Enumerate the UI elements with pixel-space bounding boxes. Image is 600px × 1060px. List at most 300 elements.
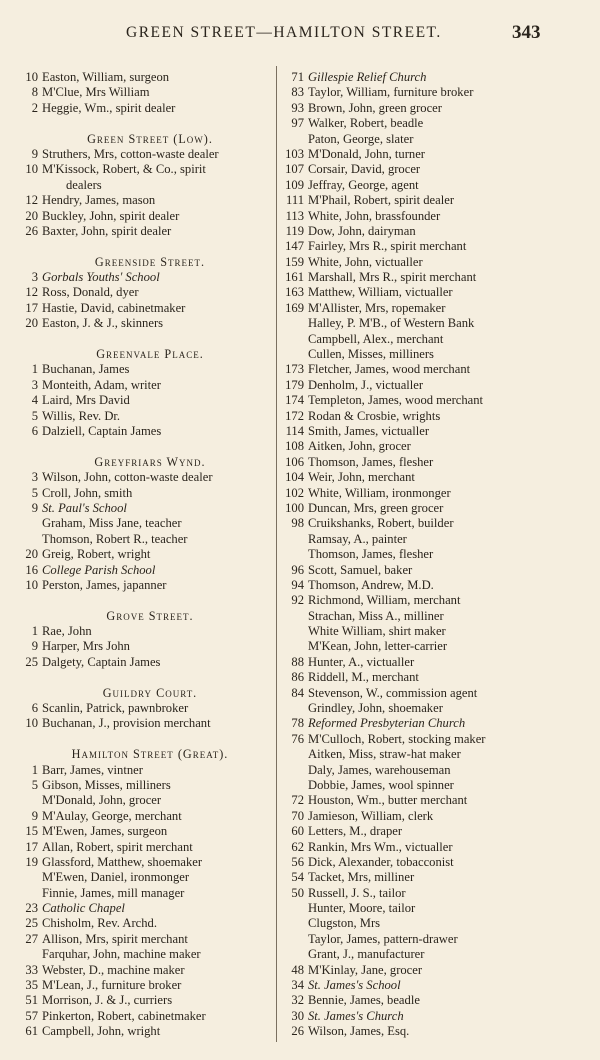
entry-text: Cullen, Misses, milliners xyxy=(308,347,434,362)
entry-text: Heggie, Wm., spirit dealer xyxy=(42,100,176,115)
house-number: 6 xyxy=(31,701,38,716)
house-number: 60 xyxy=(291,824,304,839)
directory-entry xyxy=(278,639,540,654)
house-number: 5 xyxy=(31,777,38,792)
directory-entry xyxy=(278,686,540,701)
house-number xyxy=(14,178,38,193)
house-number: 94 xyxy=(291,577,304,592)
entry-text: Struthers, Mrs, cotton-waste dealer xyxy=(42,146,219,161)
entry-text: Thomson, James, flesher xyxy=(308,547,434,562)
house-number: 169 xyxy=(285,300,304,315)
house-number: 4 xyxy=(31,393,38,408)
directory-entry xyxy=(278,547,540,562)
entry-text: Russell, J. S., tailor xyxy=(308,885,406,900)
entry-text: White, William, ironmonger xyxy=(308,485,451,500)
directory-entry xyxy=(278,378,540,393)
directory-entry xyxy=(14,470,276,485)
entry-text: Willis, Rev. Dr. xyxy=(42,408,121,423)
entry-text: Gorbals Youths' School xyxy=(42,270,160,285)
directory-entry xyxy=(278,655,540,670)
entry-text: Brown, John, green grocer xyxy=(308,100,442,115)
house-number: 54 xyxy=(291,870,304,885)
entry-text: Duncan, Mrs, green grocer xyxy=(308,500,444,515)
directory-entry xyxy=(278,947,540,962)
entry-text: Thomson, Andrew, M.D. xyxy=(308,577,434,592)
directory-entry xyxy=(14,840,276,855)
directory-entry xyxy=(278,393,540,408)
house-number: 102 xyxy=(285,485,304,500)
entry-text: Pinkerton, Robert, cabinetmaker xyxy=(42,1008,206,1023)
house-number xyxy=(14,516,38,531)
directory-entry xyxy=(14,855,276,870)
directory-entry xyxy=(278,224,540,239)
directory-entry xyxy=(278,886,540,901)
directory-entry xyxy=(278,916,540,931)
entry-text: Daly, James, warehouseman xyxy=(308,762,451,777)
house-number xyxy=(278,547,304,562)
directory-entry xyxy=(278,255,540,270)
entry-text: Finnie, James, mill manager xyxy=(42,885,185,900)
entry-text: Scanlin, Patrick, pawnbroker xyxy=(42,701,189,716)
house-number: 23 xyxy=(25,901,38,916)
house-number: 9 xyxy=(31,500,38,515)
house-number xyxy=(14,532,38,547)
entry-text: Croll, John, smith xyxy=(42,485,133,500)
house-number: 3 xyxy=(31,270,38,285)
entry-text: dealers xyxy=(66,177,102,192)
entry-text: Aitken, John, grocer xyxy=(308,439,411,454)
directory-entry xyxy=(278,116,540,131)
entry-text: M'Kissock, Robert, & Co., spirit xyxy=(42,162,206,177)
directory-entry xyxy=(14,285,276,300)
directory-entry xyxy=(278,332,540,347)
directory-entry xyxy=(278,501,540,516)
entry-text: M'Phail, Robert, spirit dealer xyxy=(308,193,455,208)
entry-text: Jamieson, William, clerk xyxy=(308,808,434,823)
directory-entry xyxy=(14,824,276,839)
entry-text: Fletcher, James, wood merchant xyxy=(308,362,471,377)
house-number: 51 xyxy=(25,993,38,1008)
entry-text: White, John, brassfounder xyxy=(308,208,441,223)
directory-entry xyxy=(278,239,540,254)
entry-text: Cruikshanks, Robert, builder xyxy=(308,516,454,531)
house-number: 19 xyxy=(25,854,38,869)
entry-text: Hastie, David, cabinetmaker xyxy=(42,300,186,315)
directory-entry xyxy=(14,301,276,316)
entry-text: Hunter, A., victualler xyxy=(308,654,415,669)
entry-text: Taylor, William, furniture broker xyxy=(308,85,474,100)
directory-entry xyxy=(14,516,276,531)
house-number: 27 xyxy=(25,931,38,946)
directory-entry xyxy=(278,609,540,624)
column-divider xyxy=(276,66,277,1042)
house-number: 163 xyxy=(285,285,304,300)
directory-entry xyxy=(278,362,540,377)
entry-text: Marshall, Mrs R., spirit merchant xyxy=(308,270,477,285)
entry-text: Campbell, Alex., merchant xyxy=(308,331,444,346)
street-heading: Greyfriars Wynd. xyxy=(94,454,206,469)
directory-entry xyxy=(14,193,276,208)
directory-entry xyxy=(14,147,276,162)
house-number: 1 xyxy=(31,362,38,377)
entry-text: St. James's Church xyxy=(308,1008,404,1023)
directory-entry xyxy=(278,901,540,916)
entry-text: M'Allister, Mrs, ropemaker xyxy=(308,300,446,315)
directory-entry xyxy=(14,362,276,377)
house-number: 98 xyxy=(291,516,304,531)
house-number xyxy=(278,916,304,931)
house-number xyxy=(278,747,304,762)
entry-text: M'Donald, John, grocer xyxy=(42,793,162,808)
entry-text: Farquhar, John, machine maker xyxy=(42,947,201,962)
directory-entry xyxy=(14,578,276,593)
directory-entry xyxy=(14,1024,276,1039)
house-number: 172 xyxy=(285,408,304,423)
entry-text: Thomson, James, flesher xyxy=(308,454,434,469)
house-number: 9 xyxy=(31,808,38,823)
entry-text: M'Kinlay, Jane, grocer xyxy=(308,962,423,977)
house-number xyxy=(278,778,304,793)
house-number: 96 xyxy=(291,562,304,577)
directory-entry xyxy=(278,855,540,870)
house-number: 9 xyxy=(31,639,38,654)
entry-text: Jeffray, George, agent xyxy=(308,177,419,192)
house-number: 56 xyxy=(291,854,304,869)
house-number xyxy=(278,701,304,716)
house-number: 25 xyxy=(25,916,38,931)
directory-entry xyxy=(278,578,540,593)
house-number: 30 xyxy=(291,1008,304,1023)
directory-entry xyxy=(278,870,540,885)
directory-entry xyxy=(14,916,276,931)
street-heading: Green Street (Low). xyxy=(87,131,213,146)
house-number xyxy=(278,947,304,962)
house-number: 17 xyxy=(25,300,38,315)
entry-text: Houston, Wm., butter merchant xyxy=(308,793,468,808)
entry-text: Glassford, Matthew, shoemaker xyxy=(42,854,203,869)
entry-text: Dobbie, James, wool spinner xyxy=(308,777,454,792)
entry-text: Buchanan, J., provision merchant xyxy=(42,716,211,731)
house-number: 173 xyxy=(285,362,304,377)
house-number: 10 xyxy=(25,162,38,177)
entry-text: M'Culloch, Robert, stocking maker xyxy=(308,731,486,746)
entry-text: M'Lean, J., furniture broker xyxy=(42,978,182,993)
entry-text: Ross, Donald, dyer xyxy=(42,285,139,300)
house-number: 103 xyxy=(285,146,304,161)
house-number xyxy=(278,901,304,916)
house-number: 62 xyxy=(291,839,304,854)
directory-entry xyxy=(14,501,276,516)
house-number: 50 xyxy=(291,885,304,900)
directory-entry xyxy=(14,270,276,285)
entry-text: Grant, J., manufacturer xyxy=(308,947,425,962)
house-number: 83 xyxy=(291,85,304,100)
house-number xyxy=(14,947,38,962)
house-number: 93 xyxy=(291,100,304,115)
entry-text: White William, shirt maker xyxy=(308,624,446,639)
directory-entry xyxy=(278,716,540,731)
entry-text: Stevenson, W., commission agent xyxy=(308,685,478,700)
directory-entry xyxy=(14,932,276,947)
directory-entry xyxy=(14,224,276,239)
house-number: 10 xyxy=(25,716,38,731)
directory-entry xyxy=(14,978,276,993)
entry-text: Smith, James, victualler xyxy=(308,423,430,438)
house-number: 20 xyxy=(25,316,38,331)
directory-entry xyxy=(14,763,276,778)
entry-text: M'Ewen, James, surgeon xyxy=(42,824,168,839)
directory-entry xyxy=(278,732,540,747)
house-number: 9 xyxy=(31,146,38,161)
entry-text: Riddell, M., merchant xyxy=(308,670,419,685)
directory-entry xyxy=(278,316,540,331)
entry-text: Chisholm, Rev. Archd. xyxy=(42,916,157,931)
house-number: 179 xyxy=(285,377,304,392)
house-number: 8 xyxy=(31,85,38,100)
entry-text: M'Donald, John, turner xyxy=(308,146,425,161)
directory-entry xyxy=(278,1024,540,1039)
house-number: 86 xyxy=(291,670,304,685)
directory-entry xyxy=(278,840,540,855)
directory-entry xyxy=(278,486,540,501)
entry-text: Taylor, James, pattern-drawer xyxy=(308,931,458,946)
entry-text: Scott, Samuel, baker xyxy=(308,562,413,577)
entry-text: Hendry, James, mason xyxy=(42,193,156,208)
entry-text: Reformed Presbyterian Church xyxy=(308,716,466,731)
directory-entry xyxy=(278,701,540,716)
directory-entry xyxy=(14,85,276,100)
entry-text: Richmond, William, merchant xyxy=(308,593,461,608)
directory-entry xyxy=(278,270,540,285)
entry-text: Morrison, J. & J., curriers xyxy=(42,993,173,1008)
entry-text: Harper, Mrs John xyxy=(42,639,130,654)
house-number: 71 xyxy=(291,70,304,84)
directory-entry xyxy=(14,655,276,670)
directory-entry xyxy=(278,763,540,778)
house-number: 109 xyxy=(285,177,304,192)
entry-text: Laird, Mrs David xyxy=(42,393,130,408)
directory-entry xyxy=(14,993,276,1008)
house-number: 100 xyxy=(285,500,304,515)
directory-entry xyxy=(14,701,276,716)
street-heading: Hamilton Street (Great). xyxy=(71,747,229,762)
directory-entry xyxy=(14,886,276,901)
entry-text: M'Aulay, George, merchant xyxy=(42,808,182,823)
directory-entry xyxy=(14,101,276,116)
entry-text: Walker, Robert, beadle xyxy=(308,116,424,131)
entry-text: Ramsay, A., painter xyxy=(308,531,407,546)
directory-entry xyxy=(278,162,540,177)
page-header xyxy=(0,24,600,50)
house-number xyxy=(278,639,304,654)
house-number: 159 xyxy=(285,254,304,269)
entry-text: College Parish School xyxy=(42,562,156,577)
directory-entry xyxy=(14,162,276,177)
entry-text: Letters, M., draper xyxy=(308,824,403,839)
directory-entry xyxy=(14,486,276,501)
directory-entry xyxy=(278,793,540,808)
entry-text: Baxter, John, spirit dealer xyxy=(42,223,172,238)
entry-text: Rae, John xyxy=(42,624,92,639)
house-number xyxy=(278,624,304,639)
directory-entry xyxy=(278,193,540,208)
directory-entry xyxy=(278,285,540,300)
directory-entry xyxy=(278,424,540,439)
directory-entry xyxy=(278,101,540,116)
directory-entry xyxy=(278,563,540,578)
house-number: 1 xyxy=(31,762,38,777)
house-number: 10 xyxy=(25,70,38,84)
directory-entry xyxy=(278,409,540,424)
house-number xyxy=(14,886,38,901)
entry-text: M'Clue, Mrs William xyxy=(42,85,150,100)
entry-text: Clugston, Mrs xyxy=(308,916,381,931)
directory-entry xyxy=(278,301,540,316)
entry-text: Rankin, Mrs Wm., victualler xyxy=(308,839,453,854)
house-number: 78 xyxy=(291,716,304,731)
entry-text: Templeton, James, wood merchant xyxy=(308,393,484,408)
entry-text: Graham, Miss Jane, teacher xyxy=(42,516,182,531)
directory-entry xyxy=(14,178,276,193)
entry-text: Allan, Robert, spirit merchant xyxy=(42,839,193,854)
house-number: 113 xyxy=(285,208,304,223)
entry-text: Monteith, Adam, writer xyxy=(42,377,161,392)
directory-entry xyxy=(14,409,276,424)
house-number: 48 xyxy=(291,962,304,977)
directory-entry xyxy=(14,393,276,408)
house-number: 16 xyxy=(25,562,38,577)
directory-entry xyxy=(278,993,540,1008)
entry-text: Greig, Robert, wright xyxy=(42,547,151,562)
page-title: GREEN STREET—HAMILTON STREET. xyxy=(126,24,442,41)
house-number: 161 xyxy=(285,270,304,285)
directory-entry xyxy=(14,532,276,547)
directory-entry xyxy=(278,455,540,470)
entry-text: St. Paul's School xyxy=(42,500,127,515)
house-number xyxy=(14,870,38,885)
house-number: 2 xyxy=(31,100,38,115)
directory-entry xyxy=(14,209,276,224)
house-number: 26 xyxy=(25,223,38,238)
entry-text: Wilson, John, cotton-waste dealer xyxy=(42,470,213,485)
house-number: 57 xyxy=(25,1008,38,1023)
entry-text: Wilson, James, Esq. xyxy=(308,1024,410,1039)
directory-entry xyxy=(278,932,540,947)
house-number xyxy=(278,347,304,362)
directory-entry xyxy=(14,639,276,654)
house-number: 84 xyxy=(291,685,304,700)
entry-text: Dalgety, Captain James xyxy=(42,654,161,669)
directory-entry xyxy=(278,809,540,824)
house-number: 5 xyxy=(31,485,38,500)
directory-entry xyxy=(278,593,540,608)
house-number: 1 xyxy=(31,624,38,639)
house-number: 174 xyxy=(285,393,304,408)
house-number: 12 xyxy=(25,193,38,208)
house-number xyxy=(278,332,304,347)
directory-entry xyxy=(14,809,276,824)
house-number: 6 xyxy=(31,423,38,438)
directory-entry xyxy=(278,147,540,162)
directory-entry xyxy=(14,901,276,916)
entry-text: Paton, George, slater xyxy=(308,131,414,146)
directory-entry xyxy=(14,547,276,562)
directory-entry xyxy=(278,624,540,639)
directory-entry xyxy=(278,1009,540,1024)
entry-text: Buchanan, James xyxy=(42,362,130,377)
house-number: 61 xyxy=(25,1024,38,1039)
directory-entry xyxy=(278,132,540,147)
house-number: 12 xyxy=(25,285,38,300)
entry-text: Dick, Alexander, tobacconist xyxy=(308,854,454,869)
house-number: 107 xyxy=(285,162,304,177)
entry-text: Fairley, Mrs R., spirit merchant xyxy=(308,239,467,254)
directory-entry xyxy=(278,824,540,839)
entry-text: Dow, John, dairyman xyxy=(308,223,416,238)
entry-text: Matthew, William, victualler xyxy=(308,285,453,300)
entry-text: Bennie, James, beadle xyxy=(308,993,420,1008)
house-number: 114 xyxy=(285,423,304,438)
street-heading: Guildry Court. xyxy=(102,685,198,700)
house-number: 35 xyxy=(25,978,38,993)
house-number: 3 xyxy=(31,470,38,485)
entry-text: Barr, James, vintner xyxy=(42,762,143,777)
entry-text: Halley, P. M'B., of Western Bank xyxy=(308,316,475,331)
house-number: 26 xyxy=(291,1024,304,1039)
entry-text: Dalziell, Captain James xyxy=(42,423,162,438)
directory-entry xyxy=(278,470,540,485)
right-column xyxy=(278,70,540,1040)
house-number: 119 xyxy=(285,223,304,238)
house-number xyxy=(278,316,304,331)
directory-entry xyxy=(14,793,276,808)
house-number: 20 xyxy=(25,208,38,223)
house-number: 3 xyxy=(31,377,38,392)
directory-entry xyxy=(14,70,276,85)
entry-text: Strachan, Miss A., milliner xyxy=(308,608,444,623)
house-number: 70 xyxy=(291,808,304,823)
directory-entry xyxy=(14,963,276,978)
directory-entry xyxy=(14,778,276,793)
house-number: 108 xyxy=(285,439,304,454)
directory-entry xyxy=(278,670,540,685)
directory-entry xyxy=(14,563,276,578)
house-number: 111 xyxy=(286,193,304,208)
house-number: 20 xyxy=(25,547,38,562)
page-number: 343 xyxy=(512,22,541,43)
directory-entry xyxy=(278,532,540,547)
house-number: 106 xyxy=(285,454,304,469)
house-number: 72 xyxy=(291,793,304,808)
house-number xyxy=(278,932,304,947)
directory-entry xyxy=(278,209,540,224)
entry-text: Buckley, John, spirit dealer xyxy=(42,208,180,223)
directory-entry xyxy=(278,963,540,978)
house-number xyxy=(278,763,304,778)
entry-text: Aitken, Miss, straw-hat maker xyxy=(308,747,461,762)
directory-entry xyxy=(278,347,540,362)
street-heading: Grove Street. xyxy=(106,608,194,623)
entry-text: Campbell, John, wright xyxy=(42,1024,161,1039)
entry-text: Catholic Chapel xyxy=(42,901,125,916)
entry-text: Easton, J. & J., skinners xyxy=(42,316,164,331)
entry-text: Rodan & Crosbie, wrights xyxy=(308,408,441,423)
directory-entry xyxy=(14,624,276,639)
entry-text: Thomson, Robert R., teacher xyxy=(42,531,188,546)
entry-text: Gibson, Misses, milliners xyxy=(42,777,171,792)
entry-text: Gillespie Relief Church xyxy=(308,70,427,84)
house-number: 34 xyxy=(291,978,304,993)
